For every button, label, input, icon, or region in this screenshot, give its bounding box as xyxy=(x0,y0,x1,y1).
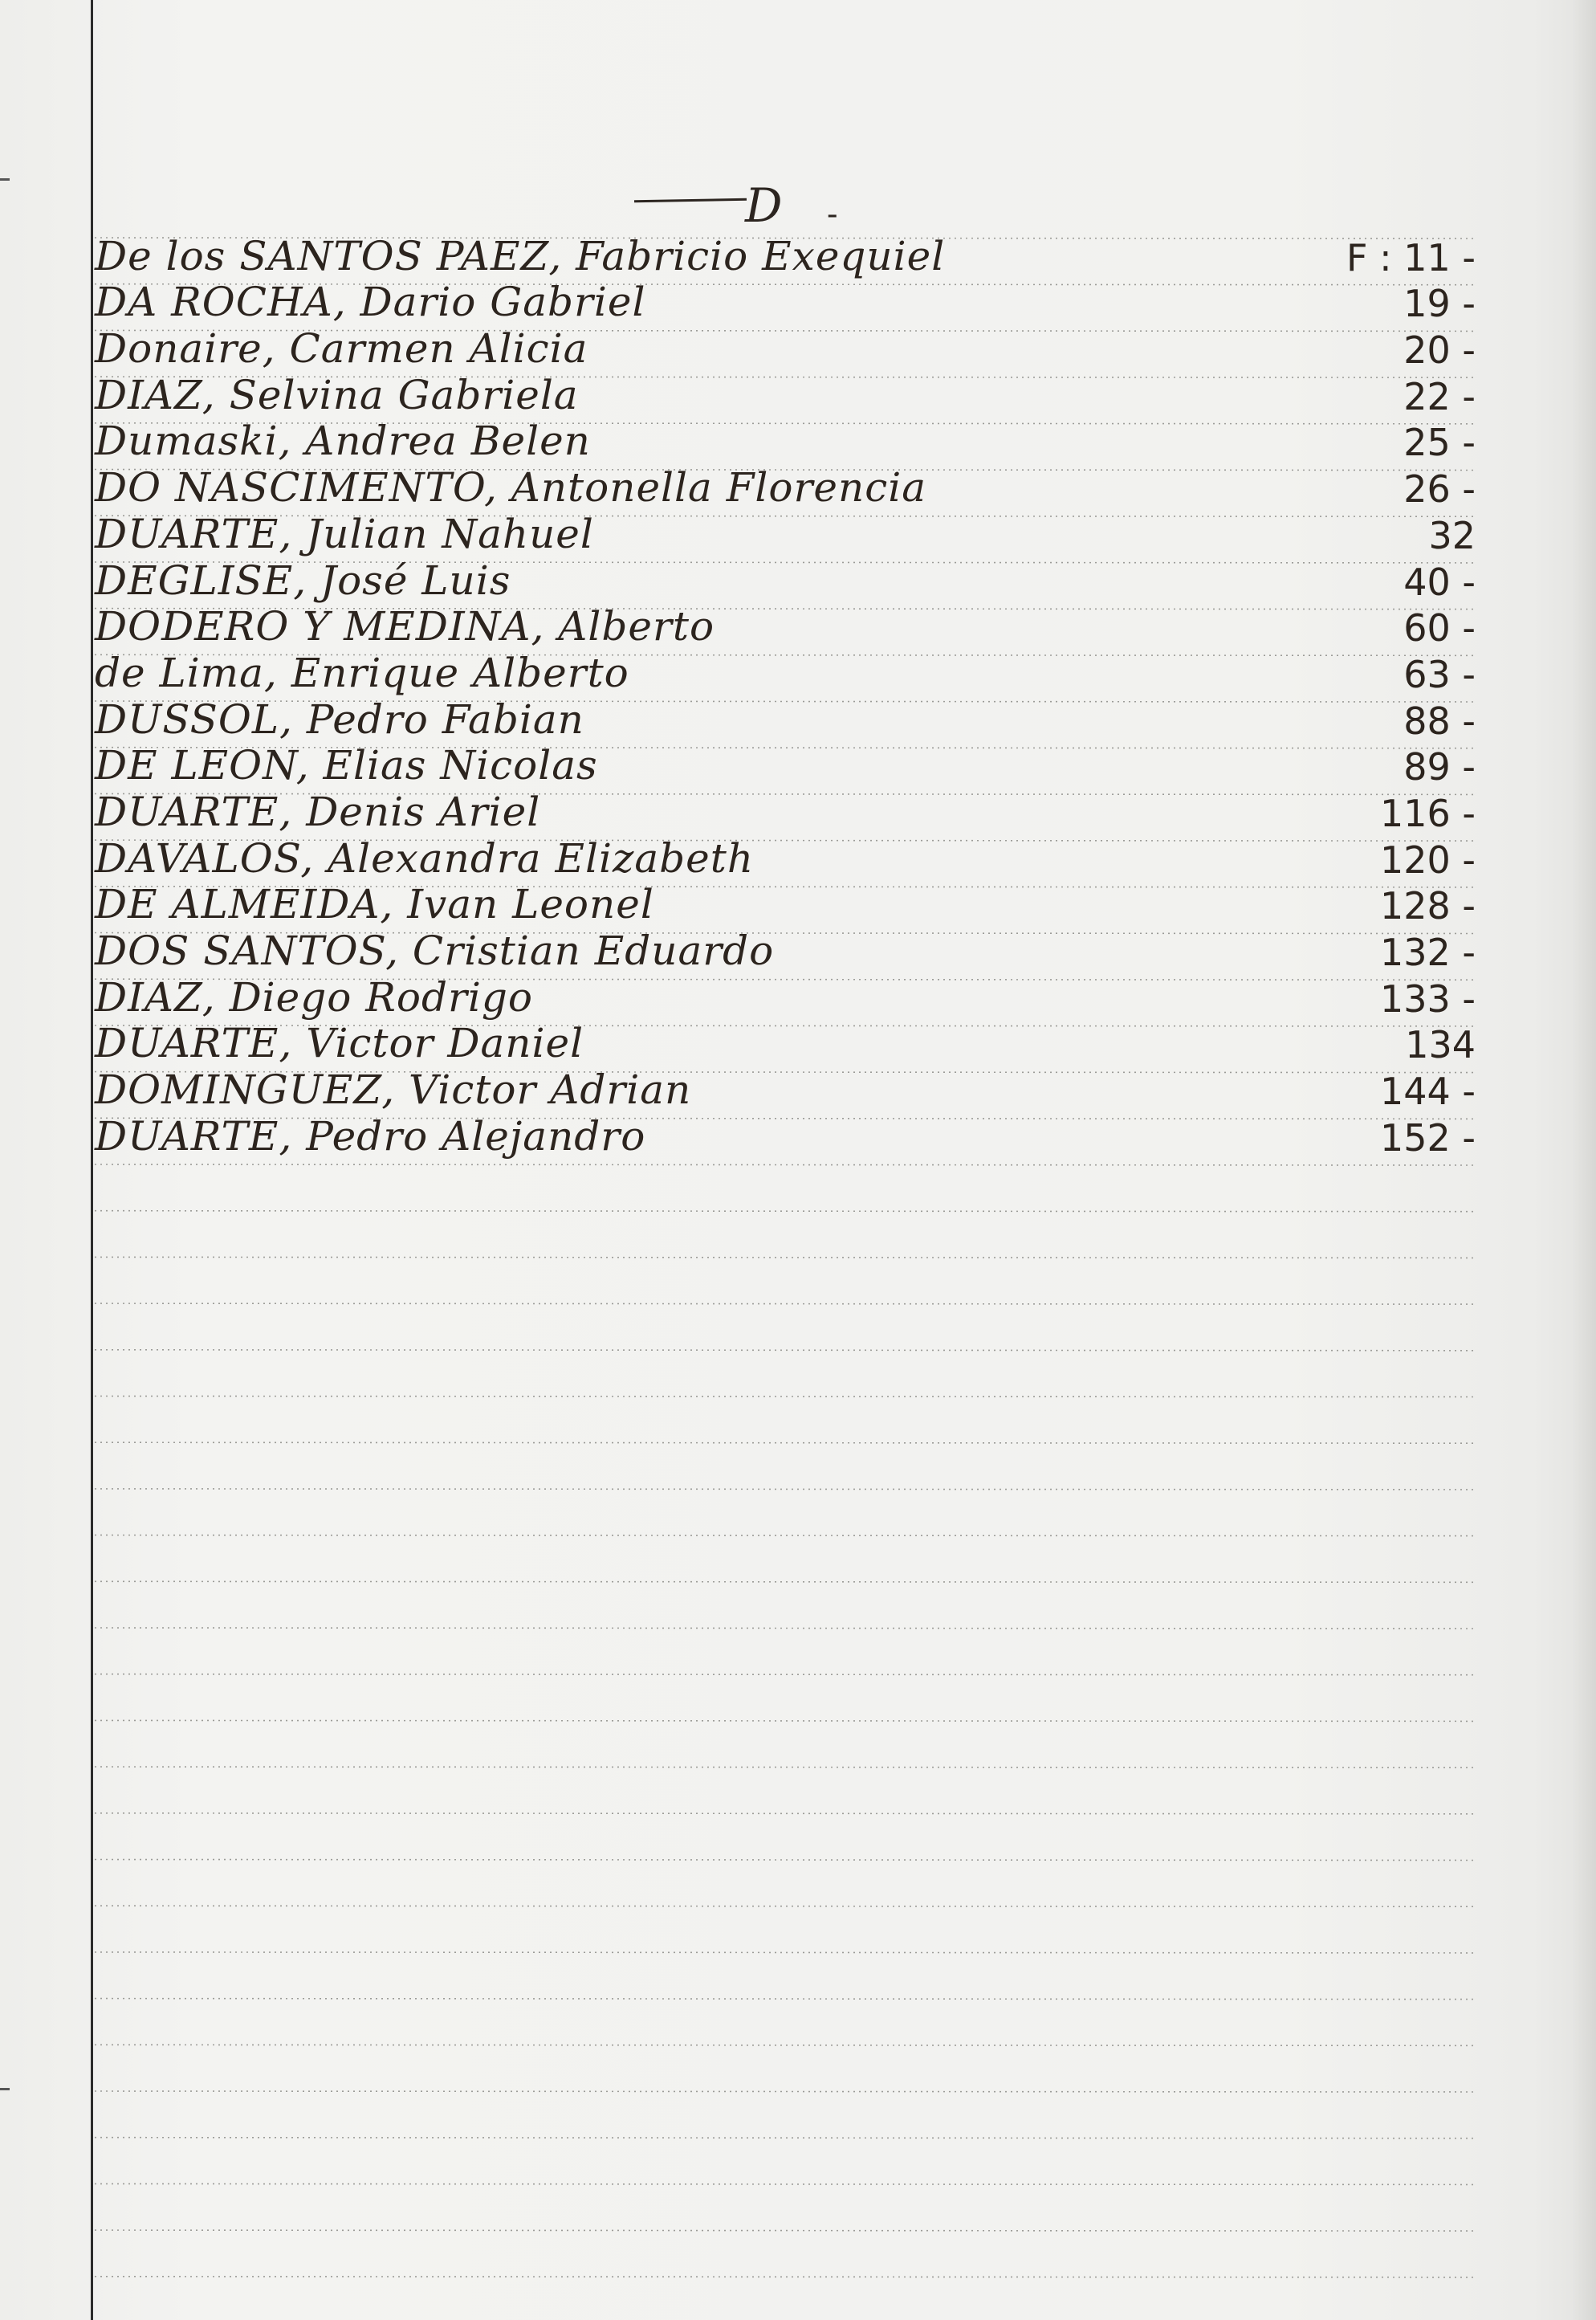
entry-name: DE ALMEIDA, Ivan Leonel xyxy=(95,881,654,928)
ruled-line xyxy=(95,1999,1476,2000)
ruled-line xyxy=(95,1813,1476,1814)
index-entry xyxy=(95,231,1476,278)
entry-folio: 19 - xyxy=(1403,282,1476,326)
index-entry xyxy=(95,834,1476,880)
entry-folio: 26 - xyxy=(1403,467,1476,512)
entry-name: DO NASCIMENTO, Antonella Florencia xyxy=(95,464,927,512)
entry-name: DOS SANTOS, Cristian Eduardo xyxy=(95,928,775,974)
entry-name: DA ROCHA, Dario Gabriel xyxy=(95,279,646,326)
ruled-line xyxy=(95,1674,1476,1675)
ruled-line xyxy=(95,1767,1476,1768)
entry-name: DUARTE, Victor Daniel xyxy=(95,1020,584,1067)
heading-underline xyxy=(634,198,747,202)
index-entry xyxy=(95,787,1476,834)
entry-folio: 22 - xyxy=(1403,374,1476,418)
margin-tick xyxy=(0,178,10,181)
entry-folio: F : 11 - xyxy=(1346,235,1476,279)
entry-name: DIAZ, Selvina Gabriela xyxy=(95,371,579,418)
ruled-line xyxy=(95,2138,1476,2139)
ruled-line xyxy=(95,1303,1476,1304)
ruled-line xyxy=(95,1581,1476,1582)
ruled-line xyxy=(95,1489,1476,1490)
entry-folio: 128 - xyxy=(1379,884,1476,928)
index-entry xyxy=(95,463,1476,512)
index-entry xyxy=(95,509,1476,556)
entry-name: DE LEON, Elias Nicolas xyxy=(95,742,598,789)
ruled-line xyxy=(95,1211,1476,1212)
entry-name: DAVALOS, Alexandra Elizabeth xyxy=(95,834,755,882)
entry-name: DUARTE, Julian Nahuel xyxy=(95,510,594,557)
entry-name: De los SANTOS PAEZ, Fabricio Exequiel xyxy=(95,232,946,279)
entry-name: Donaire, Carmen Alicia xyxy=(95,325,588,373)
entry-name: DEGLISE, José Luis xyxy=(95,557,511,604)
ruled-line xyxy=(95,1257,1476,1258)
heading-letter: D xyxy=(745,178,783,233)
entry-folio: 60 - xyxy=(1403,606,1476,650)
entry-name: DUSSOL, Pedro Fabian xyxy=(95,695,584,743)
entry-folio: 63 - xyxy=(1403,652,1476,696)
entry-folio: 132 - xyxy=(1379,931,1476,974)
entry-folio: 144 - xyxy=(1379,1070,1476,1114)
index-entry xyxy=(95,556,1476,602)
margin-line xyxy=(91,0,93,2320)
ruled-line xyxy=(95,1952,1476,1953)
index-entry xyxy=(95,602,1476,649)
entry-folio: 20 - xyxy=(1403,328,1476,373)
ruled-line xyxy=(95,1720,1476,1721)
index-entry xyxy=(95,278,1476,324)
index-entry xyxy=(95,880,1476,927)
index-entries xyxy=(95,231,1476,1158)
index-entry xyxy=(95,1019,1476,1066)
entry-folio: 32 xyxy=(1428,513,1476,557)
index-entry xyxy=(95,324,1476,373)
ruled-line xyxy=(95,1535,1476,1536)
entry-folio: 25 - xyxy=(1403,421,1476,465)
ruled-line xyxy=(95,2091,1476,2092)
entry-name: de Lima, Enrique Alberto xyxy=(95,649,629,696)
margin-tick xyxy=(0,2088,10,2090)
entry-folio: 134 xyxy=(1405,1023,1476,1067)
ruled-line xyxy=(95,2183,1476,2184)
index-entry xyxy=(95,741,1476,788)
ruled-line xyxy=(95,1442,1476,1443)
entry-name: DUARTE, Pedro Alejandro xyxy=(95,1112,646,1160)
index-entry xyxy=(95,648,1476,695)
entry-folio: 120 - xyxy=(1379,838,1476,882)
entry-name: DIAZ, Diego Rodrigo xyxy=(95,973,534,1021)
entry-name: DUARTE, Denis Ariel xyxy=(95,788,541,835)
index-entry xyxy=(95,370,1476,417)
ruled-line xyxy=(95,1628,1476,1629)
heading-dash: - xyxy=(827,196,838,233)
ruled-line xyxy=(95,1860,1476,1861)
entry-folio: 116 - xyxy=(1379,791,1476,835)
entry-folio: 89 - xyxy=(1403,745,1476,789)
entry-name: DODERO Y MEDINA, Alberto xyxy=(95,603,715,650)
index-entry xyxy=(95,972,1476,1019)
entry-folio: 133 - xyxy=(1379,977,1476,1021)
ruled-line xyxy=(95,1350,1476,1351)
section-heading xyxy=(634,175,859,231)
index-entry xyxy=(95,695,1476,741)
ruled-line xyxy=(95,2230,1476,2231)
entry-folio: 88 - xyxy=(1403,699,1476,743)
index-entry xyxy=(95,417,1476,463)
entry-name: Dumaski, Andrea Belen xyxy=(95,418,591,465)
ruled-line xyxy=(95,1396,1476,1397)
entry-folio: 152 - xyxy=(1379,1115,1476,1160)
index-entry xyxy=(95,926,1476,972)
index-entry xyxy=(95,1065,1476,1114)
entry-name: DOMINGUEZ, Victor Adrian xyxy=(95,1066,692,1114)
entry-folio: 40 - xyxy=(1403,560,1476,604)
index-entry xyxy=(95,1111,1476,1158)
ruled-line xyxy=(95,1164,1476,1165)
